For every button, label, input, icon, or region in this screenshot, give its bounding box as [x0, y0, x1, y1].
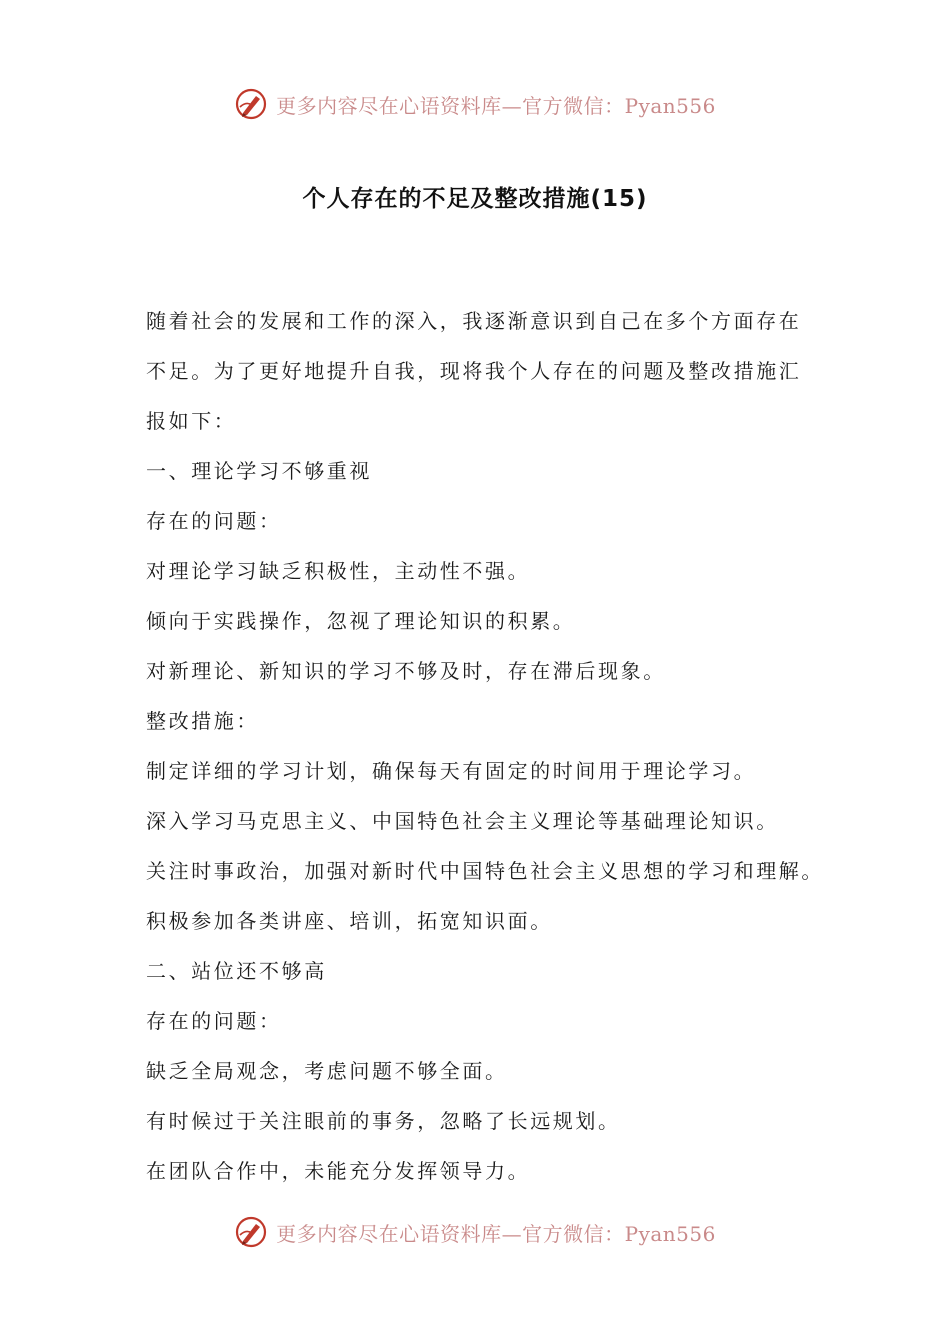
document-body	[146, 296, 824, 1196]
pen-logo-icon	[234, 87, 268, 121]
intro-paragraph: 随着社会的发展和工作的深入，我逐渐意识到自己在多个方面存在不足。为了更好地提升自我，现将我个人存在的问题及整改措施汇报如下：	[146, 309, 802, 433]
watermark-text: 更多内容尽在心语资料库—官方微信：Pyan556	[276, 93, 716, 118]
subheading-measures: 整改措施：	[146, 709, 259, 733]
watermark-text: 更多内容尽在心语资料库—官方微信：Pyan556	[276, 1221, 716, 1246]
page-title: 个人存在的不足及整改措施(15)	[302, 186, 648, 212]
list-item: 积极参加各类讲座、培训，拓宽知识面。	[146, 909, 553, 933]
list-item: 在团队合作中，未能充分发挥领导力。	[146, 1159, 531, 1183]
list-item: 深入学习马克思主义、中国特色社会主义理论等基础理论知识。	[146, 809, 779, 833]
subheading-problems: 存在的问题：	[146, 1009, 282, 1033]
pen-logo-icon	[234, 1215, 268, 1249]
list-item: 关注时事政治，加强对新时代中国特色社会主义思想的学习和理解。	[146, 859, 824, 883]
subheading-problems: 存在的问题：	[146, 509, 282, 533]
header-watermark	[0, 84, 950, 124]
footer-watermark	[0, 1212, 950, 1252]
heading-section-2: 二、站位还不够高	[146, 959, 327, 983]
list-item: 对理论学习缺乏积极性，主动性不强。	[146, 559, 531, 583]
list-item: 缺乏全局观念，考虑问题不够全面。	[146, 1059, 508, 1083]
heading-section-1: 一、理论学习不够重视	[146, 459, 372, 483]
list-item: 倾向于实践操作，忽视了理论知识的积累。	[146, 609, 576, 633]
list-item: 有时候过于关注眼前的事务，忽略了长远规划。	[146, 1109, 621, 1133]
list-item: 制定详细的学习计划，确保每天有固定的时间用于理论学习。	[146, 759, 757, 783]
list-item: 对新理论、新知识的学习不够及时，存在滞后现象。	[146, 659, 666, 683]
